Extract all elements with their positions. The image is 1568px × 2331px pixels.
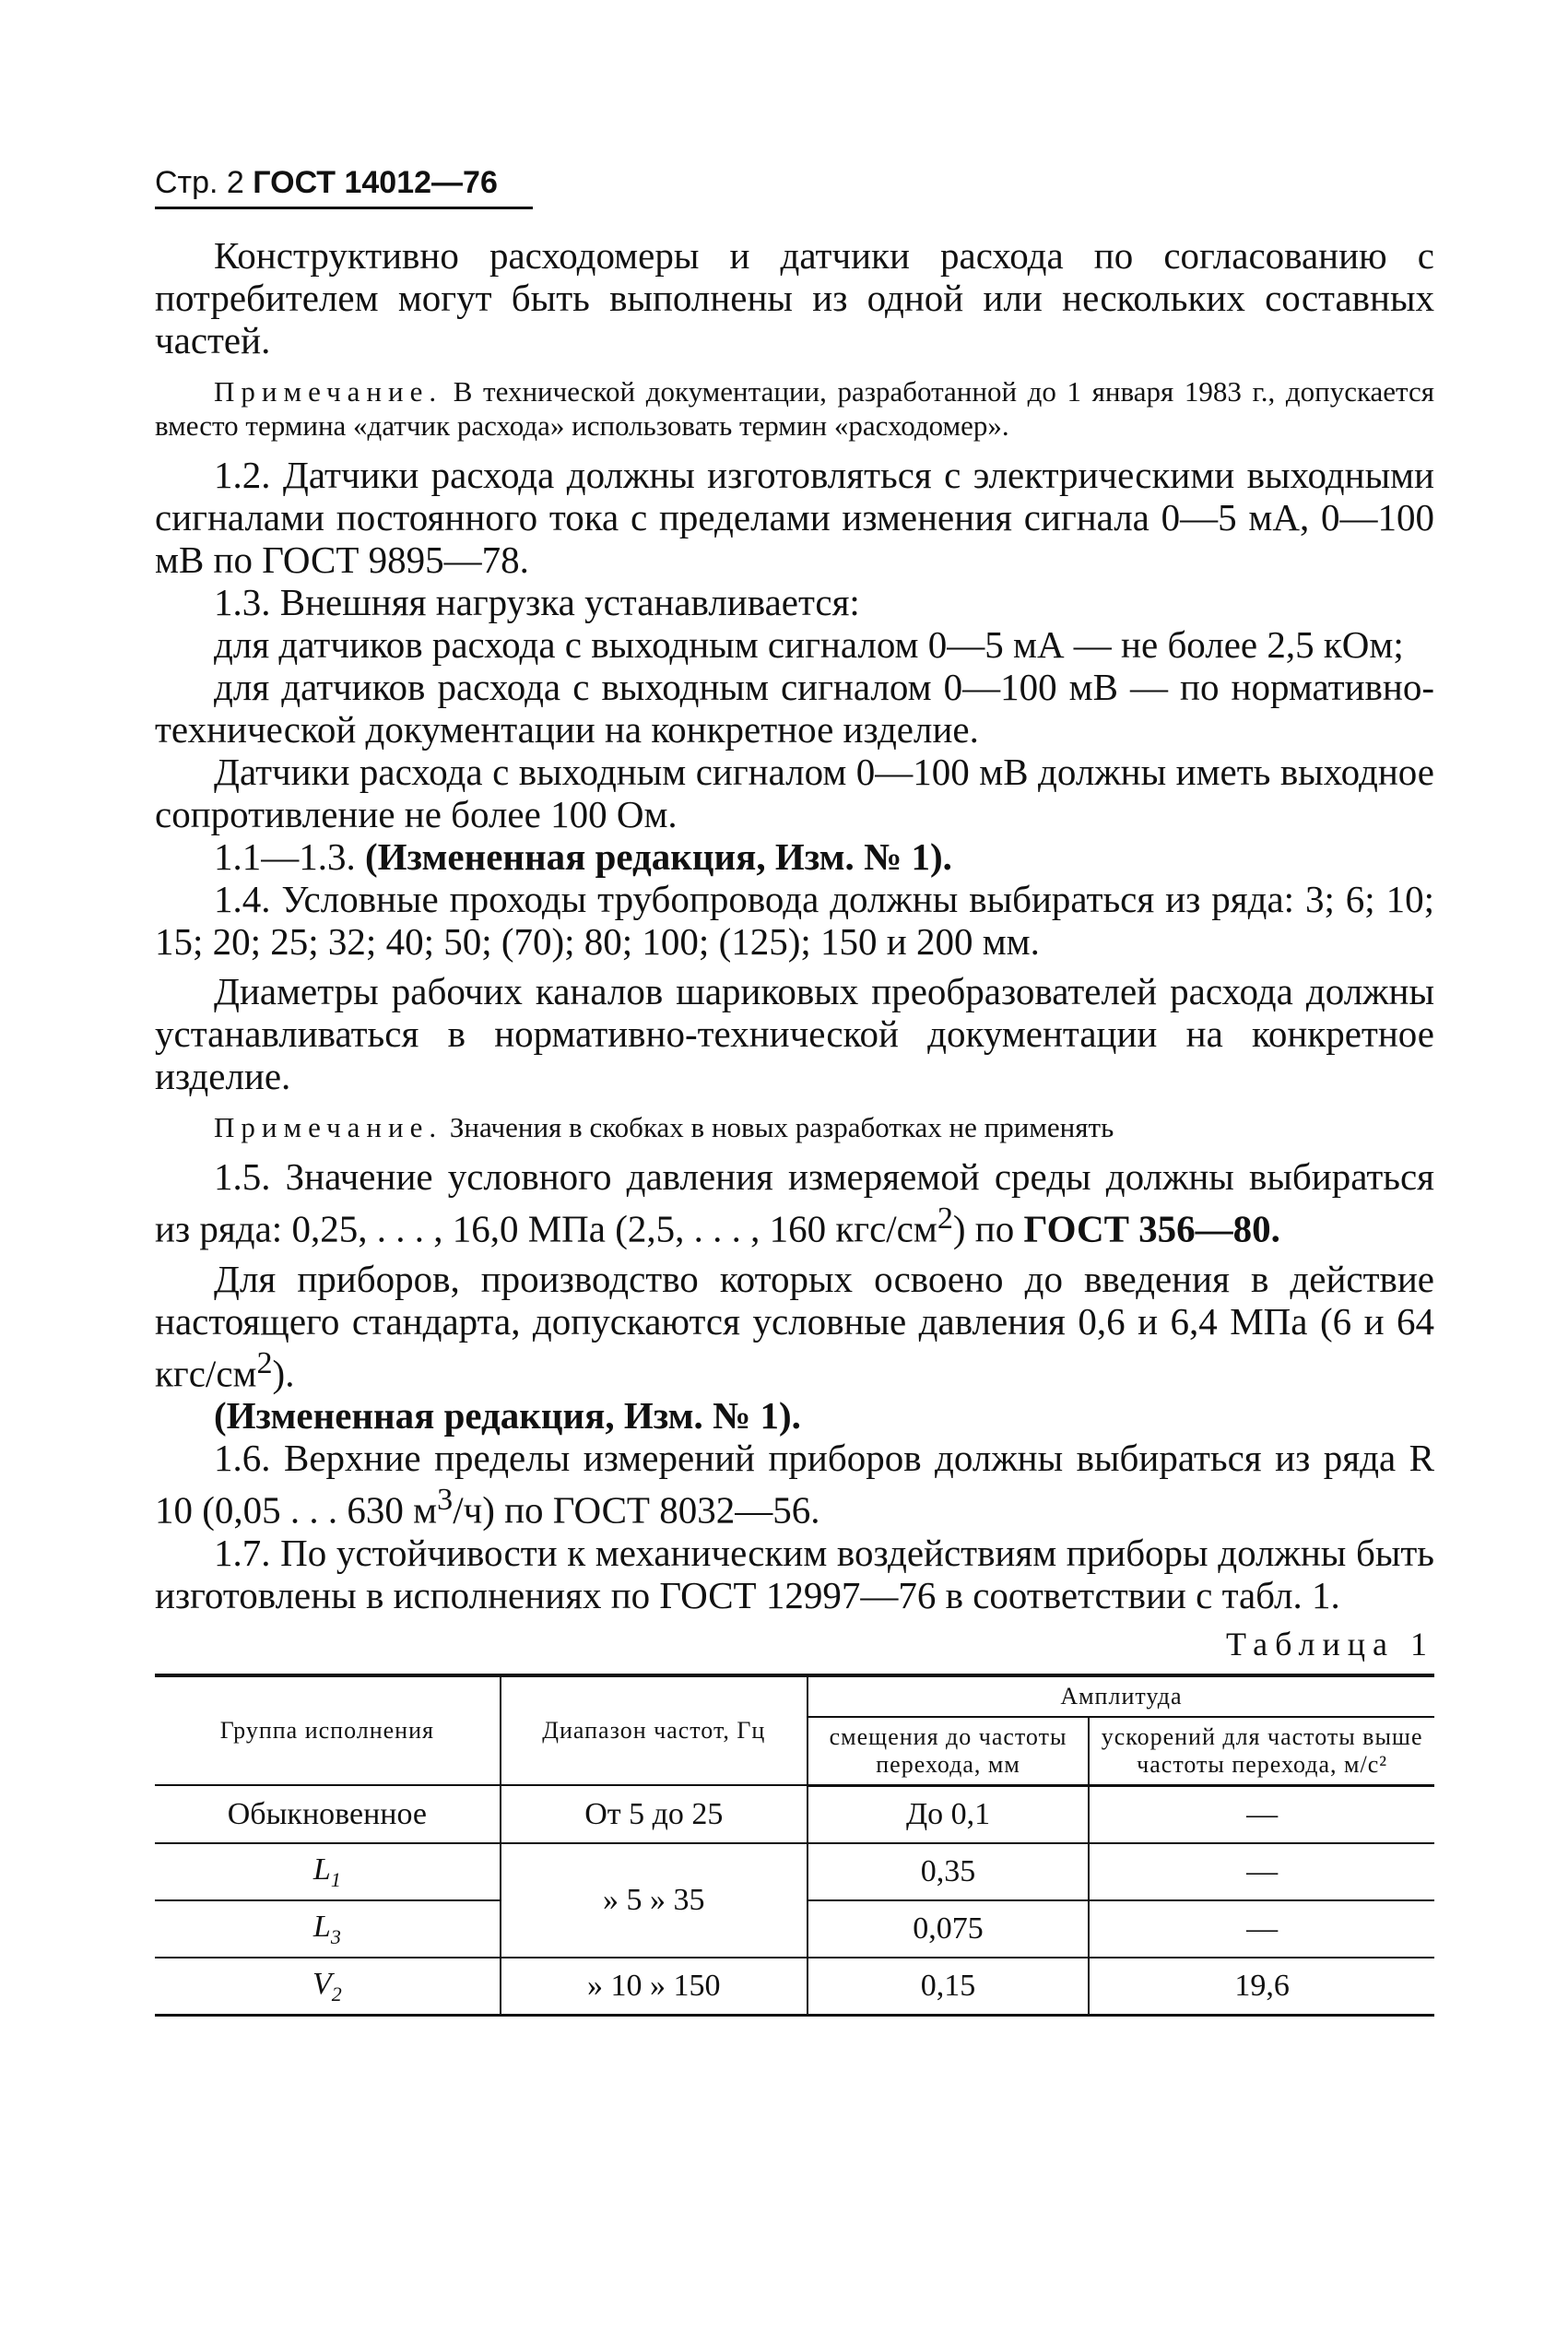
clause-text: ) по — [952, 1207, 1024, 1250]
group-letter — [312, 1966, 342, 2006]
header-acceleration: ускорений для частоты выше частоты перехода, м/с² — [1089, 1717, 1434, 1786]
clause-1-7: 1.7. По устойчивости к механическим воздействиям приборы должны быть изготовлены в исполнениях по ГОСТ 12997—76 в соответствии с табл. 1. — [155, 1531, 1434, 1616]
cell-group — [155, 1900, 501, 1958]
cell-group: Обыкновенное — [155, 1785, 501, 1843]
table-row — [155, 1958, 1434, 2016]
table-row — [155, 1785, 1434, 1843]
group-letter-text: V — [312, 1966, 332, 2001]
vibration-table — [155, 1674, 1434, 2017]
clause-text: 1.5. Значение условного давления измеряемой среды должны выбираться из ряда: 0,25, . . . , 16,0 МПа (2,5, . . . , 160 кгс/см — [155, 1155, 1434, 1250]
cell-displacement: 0,075 — [808, 1900, 1089, 1958]
group-subscript: 2 — [331, 1982, 342, 2006]
group-subscript: 1 — [330, 1867, 341, 1891]
group-letter-text: L — [312, 1852, 331, 1887]
cell-displacement: 0,15 — [808, 1958, 1089, 2016]
cell-displacement: До 0,1 — [808, 1785, 1089, 1843]
cell-acceleration: — — [1089, 1900, 1434, 1958]
note-tag: Примечание. — [214, 1111, 443, 1143]
clause-1-6 — [155, 1437, 1434, 1532]
note — [155, 1110, 1434, 1144]
clause-1-4: 1.4. Условные проходы трубопровода должны выбираться из ряда: 3; 6; 10; 15; 20; 25; 32; 40; 50; (70); 80; 100; (125); 150 и 200 мм. — [155, 878, 1434, 963]
table-row — [155, 1843, 1434, 1900]
group-letter-text: L — [312, 1909, 331, 1944]
standard-reference: ГОСТ 356—80. — [1023, 1207, 1280, 1250]
revision-range: 1.1—1.3. — [214, 835, 356, 878]
clause-1-4-b: Диаметры рабочих каналов шариковых преобразователей расхода должны устанавливаться в нормативно-технической документации на конкретное изделие. — [155, 970, 1434, 1097]
cell-acceleration: — — [1089, 1785, 1434, 1843]
group-subscript: 3 — [330, 1924, 341, 1948]
revision-note — [155, 835, 1434, 878]
group-letter — [312, 1852, 341, 1891]
revision-text: (Измененная редакция, Изм. № 1). — [365, 835, 952, 878]
clause-text: Для приборов, производство которых освоено до введения в действие настоящего стандарта, допускаются условные давления 0,6 и 6,4 МПа (6 и 64 кгс/см — [155, 1257, 1434, 1395]
clause-1-5-b — [155, 1258, 1434, 1395]
cell-freq: От 5 до 25 — [501, 1785, 808, 1843]
clause-1-2: 1.2. Датчики расхода должны изготовляться с электрическими выходными сигналами постоянного тока с пределами изменения сигнала 0—5 мА, 0—100 мВ по ГОСТ 9895—78. — [155, 454, 1434, 581]
table-caption: Таблица 1 — [1226, 1625, 1434, 1662]
clause-text: /ч) по ГОСТ 8032—56. — [453, 1488, 820, 1532]
note-tag: Примечание. — [214, 375, 443, 408]
clause-text: ). — [272, 1352, 295, 1395]
clause-1-3: 1.3. Внешняя нагрузка устанавливается: — [214, 581, 860, 623]
note — [155, 374, 1434, 443]
header-group: Группа исполнения — [155, 1675, 501, 1786]
clause-text: 1.6. Верхние пределы измерений приборов должны выбираться из ряда R 10 (0,05 . . . 630 м — [155, 1437, 1434, 1532]
cell-acceleration: — — [1089, 1843, 1434, 1900]
clause-1-3-a: для датчиков расхода с выходным сигналом 0—5 мА — не более 2,5 кОм; — [214, 623, 1404, 666]
document-body — [155, 234, 1434, 2017]
header-displacement: смещения до частоты перехода, мм — [808, 1717, 1089, 1786]
superscript: 2 — [937, 1201, 953, 1236]
clause-1-3-c: Датчики расхода с выходным сигналом 0—100 мВ должны иметь выходное сопротивление не более 100 Ом. — [155, 751, 1434, 835]
header-freq: Диапазон частот, Гц — [501, 1675, 808, 1786]
clause-1-3-b: для датчиков расхода с выходным сигналом 0—100 мВ — по нормативно-технической документации на конкретное изделие. — [155, 666, 1434, 751]
group-letter — [312, 1909, 341, 1948]
cell-group — [155, 1843, 501, 1900]
superscript: 3 — [437, 1483, 454, 1518]
clause-1-5 — [155, 1155, 1434, 1250]
paragraph: Конструктивно расходомеры и датчики расхода по согласованию с потребителем могут быть выполнены из одной или нескольких составных частей. — [155, 234, 1434, 361]
cell-freq: » 5 » 35 — [501, 1843, 808, 1958]
superscript: 2 — [256, 1345, 273, 1380]
table-header-row — [155, 1675, 1434, 1717]
standard-id: ГОСТ 14012—76 — [253, 165, 498, 200]
page-header — [155, 164, 498, 201]
cell-freq: » 10 » 150 — [501, 1958, 808, 2016]
revision-note: (Измененная редакция, Изм. № 1). — [214, 1394, 801, 1438]
note-text: Значения в скобках в новых разработках не применять — [449, 1111, 1114, 1143]
cell-displacement: 0,35 — [808, 1843, 1089, 1900]
cell-group — [155, 1958, 501, 2016]
cell-acceleration: 19,6 — [1089, 1958, 1434, 2016]
note-text: В технической документации, разработанной до 1 января 1983 г., допускается вместо термина «датчик расхода» использовать термин «расходомер». — [155, 375, 1435, 442]
header-rule — [155, 207, 533, 209]
header-amplitude: Амплитуда — [808, 1675, 1434, 1717]
page-number: Стр. 2 — [155, 165, 244, 200]
